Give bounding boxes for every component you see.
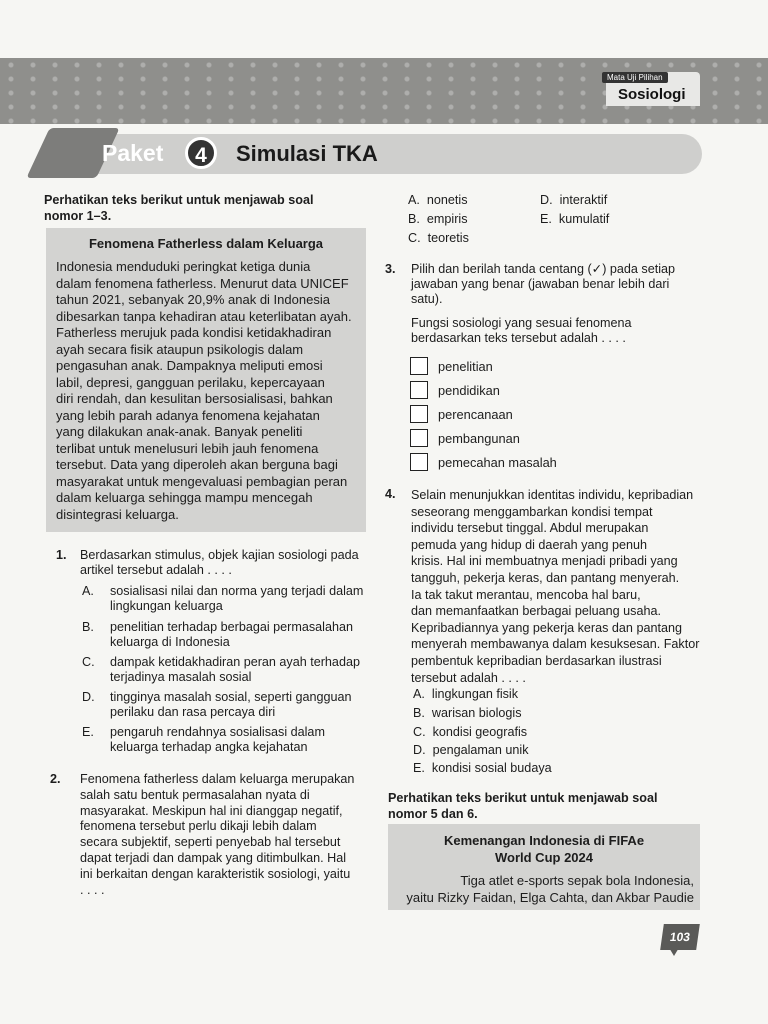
stimulus-line: labil, depresi, gangguan perilaku, kepercayaan <box>56 374 325 390</box>
stimulus-line: dalam fenomena fatherless. Menurut data UNICEF <box>56 275 349 291</box>
opt-line: dampak ketidakhadiran peran ayah terhadap <box>110 655 360 669</box>
q-line: ini berkaitan dengan karakteristik sosiologi, yaitu <box>80 866 351 881</box>
q1-option-c[interactable] <box>82 655 95 670</box>
stimulus-line: Indonesia menduduki peringkat ketiga dunia <box>56 259 311 274</box>
q1-option-b[interactable] <box>82 620 94 635</box>
stimulus-line: disintegrasi keluarga. <box>56 506 179 522</box>
intro-2-line: nomor 5 dan 6. <box>388 806 478 821</box>
q-line: Selain menunjukkan identitas individu, kepribadian <box>411 488 694 502</box>
option-text: interaktif <box>559 193 608 207</box>
q-line: tangguh, pekerja keras, dan pantang menyerah. <box>411 570 680 585</box>
choice-label: pendidikan <box>438 383 500 398</box>
option-letter: E. <box>413 761 425 775</box>
option-text: empiris <box>426 212 468 226</box>
q1-option-b-text <box>110 620 372 650</box>
checkbox[interactable] <box>410 405 428 423</box>
opt-line: perilaku dan rasa percaya diri <box>110 705 276 720</box>
stimulus-2-title-line: Kemenangan Indonesia di FIFAe <box>443 833 645 848</box>
q2-option-b[interactable] <box>408 212 468 227</box>
q2-option-d[interactable] <box>540 193 607 208</box>
q-line: salah satu bentuk permasalahan nyata di <box>80 787 310 802</box>
q4-option-c[interactable] <box>413 725 527 740</box>
option-text: lingkungan fisik <box>431 687 519 701</box>
q-line: jawaban yang benar (jawaban benar lebih dari <box>411 277 670 292</box>
intro-1 <box>44 193 374 224</box>
q-line: Fenomena fatherless dalam keluarga merupakan <box>80 772 355 786</box>
option-text: kumulatif <box>558 212 610 226</box>
option-letter: A. <box>408 193 420 207</box>
q-line: pemuda yang hidup di daerah yang penuh <box>411 537 647 552</box>
q2-option-c[interactable] <box>408 231 469 246</box>
question-4-number: 4. <box>385 487 396 501</box>
option-letter: D. <box>540 193 553 207</box>
option-text: warisan biologis <box>431 706 522 720</box>
paket-label: Paket <box>102 140 164 166</box>
q-line: . . . . <box>80 882 105 897</box>
checkbox[interactable] <box>410 357 428 375</box>
q-line: artikel tersebut adalah . . . . <box>80 563 232 578</box>
option-letter: A. <box>82 584 94 598</box>
option-letter: E. <box>82 725 94 739</box>
checkbox[interactable] <box>410 453 428 471</box>
q-line: berdasarkan teks tersebut adalah . . . . <box>411 331 626 346</box>
option-letter: D. <box>413 743 426 757</box>
stimulus-line: tersebut. Data yang diperoleh akan berguna bagi <box>56 457 338 472</box>
paket-title: Simulasi TKA <box>236 141 378 166</box>
q1-option-e-text <box>110 725 372 755</box>
question-3-instruction <box>411 262 703 308</box>
q-line: masyarakat. Meskipun hal ini dianggap negatif, <box>80 803 343 818</box>
q2-option-e[interactable] <box>540 212 609 227</box>
q-line: Kepribadiannya yang pekerja keras dan pantang <box>411 620 682 635</box>
stimulus-2-title <box>388 832 700 866</box>
intro-2-line: Perhatikan teks berikut untuk menjawab soal <box>388 791 658 805</box>
option-text: kondisi geografis <box>432 725 528 739</box>
option-text: pengalaman unik <box>432 743 529 757</box>
option-letter: C. <box>82 655 95 669</box>
question-2-stem <box>80 772 372 898</box>
q-line: Ia tak takut merantau, mencoba hal baru, <box>411 587 641 602</box>
choice-label: perencanaan <box>438 407 513 422</box>
q1-option-c-text <box>110 655 372 685</box>
option-letter: C. <box>413 725 426 739</box>
option-text: nonetis <box>426 193 468 207</box>
q-line: menyerah membawanya dalam kesuksesan. Faktor <box>411 637 700 652</box>
opt-line: sosialisasi nilai dan norma yang terjadi dalam <box>110 584 364 598</box>
q1-option-e[interactable] <box>82 725 94 740</box>
q1-option-a-text <box>110 584 372 614</box>
stimulus-line: tahun 2021, sebanyak 20,9% anak di Indonesia <box>56 292 330 307</box>
option-letter: B. <box>413 706 425 720</box>
checkbox[interactable] <box>410 381 428 399</box>
q-line: Fungsi sosiologi yang sesuai fenomena <box>411 316 632 330</box>
question-2-number: 2. <box>50 772 61 786</box>
question-1-stem <box>80 548 370 578</box>
q1-option-a[interactable] <box>82 584 94 599</box>
q-line: dapat terjadi dan dampak yang ditimbulkan. Hal <box>80 850 347 865</box>
q-line: seseorang menggambarkan kondisi tempat <box>411 504 653 519</box>
intro-2 <box>388 791 708 822</box>
stimulus-line: dalam keluarga sehingga mampu mencegah <box>56 490 313 505</box>
opt-line: keluarga terhadap angka kejahatan <box>110 740 308 755</box>
page-number-tail <box>668 946 680 956</box>
q4-option-b[interactable] <box>413 706 522 721</box>
opt-line: lingkungan keluarga <box>110 599 223 614</box>
page-number-text: 103 <box>669 930 691 944</box>
option-text: teoretis <box>427 231 469 245</box>
q1-option-d-text <box>110 690 372 720</box>
q1-option-d[interactable] <box>82 690 95 705</box>
choice-label: pembangunan <box>438 431 520 446</box>
subject-title: Sosiologi <box>618 86 686 103</box>
stimulus-line: pengasuhan anak. Dampaknya meliputi emosi <box>56 358 323 373</box>
opt-line: keluarga di Indonesia <box>110 635 230 650</box>
q-line: pembentuk kepribadian berdasarkan ilustrasi <box>411 653 662 668</box>
question-1-number <box>56 548 67 563</box>
q4-option-d[interactable] <box>413 743 529 758</box>
opt-line: terjadinya masalah sosial <box>110 670 252 685</box>
option-letter: D. <box>82 690 95 704</box>
choice-label: pemecahan masalah <box>438 455 557 470</box>
q-line: dan memanfaatkan berbagai peluang usaha. <box>411 604 661 619</box>
stimulus-1-text <box>56 259 358 523</box>
q-line: fenomena tersebut perlu dikaji lebih dalam <box>80 819 317 834</box>
page-number <box>660 924 700 950</box>
stimulus-line: yang dilakukan anak-anak. Banyak peneliti <box>56 424 303 439</box>
mata-uji-label: Mata Uji Pilihan <box>602 72 668 83</box>
stimulus-line: yang lebih parah adanya fenomena kejahatan <box>56 407 320 423</box>
opt-line: pengaruh rendahnya sosialisasi dalam <box>110 725 325 739</box>
stimulus-line: Fatherless merujuk pada kondisi ketidakhadiran <box>56 325 332 340</box>
paket-number-badge: 4 <box>185 137 217 169</box>
option-letter: B. <box>408 212 420 226</box>
q-line: tersebut adalah . . . . <box>411 670 526 685</box>
stimulus-line: yaitu Rizky Faidan, Elga Cahta, dan Akbar Paudie <box>406 889 694 905</box>
opt-line: tingginya masalah sosial, seperti gangguan <box>110 690 352 704</box>
stimulus-2-title-line: World Cup 2024 <box>494 850 593 865</box>
stimulus-2-text <box>392 873 694 906</box>
option-letter: B. <box>82 620 94 634</box>
stimulus-line: diri rendah, dan kesulitan bersosialisasi, bahkan <box>56 391 333 406</box>
stimulus-line: dibesarkan tanpa kehadiran atau keterlibatan ayah. <box>56 308 352 324</box>
question-4-stem <box>411 487 703 686</box>
stimulus-line: Tiga atlet e-sports sepak bola Indonesia, <box>460 873 694 888</box>
checkbox[interactable] <box>410 429 428 447</box>
option-letter: C. <box>408 231 421 245</box>
question-3-stem <box>411 316 703 346</box>
stimulus-line: terlibat untuk menelusuri lebih jauh fenomena <box>56 440 319 456</box>
q4-option-a[interactable] <box>413 687 518 702</box>
option-letter: A. <box>413 687 425 701</box>
q2-option-a[interactable] <box>408 193 468 208</box>
q-line: krisis. Hal ini membuatnya menjadi pribadi yang <box>411 554 678 569</box>
option-text: kondisi sosial budaya <box>431 761 552 775</box>
q-line: secara subjektif, seperti penyebab hal tersebut <box>80 835 341 850</box>
stimulus-1-title: Fenomena Fatherless dalam Keluarga <box>88 236 324 251</box>
q-line: Berdasarkan stimulus, objek kajian sosiologi pada <box>80 548 359 562</box>
stimulus-line: masyarakat untuk mengevaluasi pembagian peran <box>56 473 348 489</box>
intro-1-line: Perhatikan teks berikut untuk menjawab soal <box>44 193 314 207</box>
option-letter: E. <box>540 212 552 226</box>
q-line: Pilih dan berilah tanda centang (✓) pada setiap <box>411 262 676 276</box>
intro-1-line: nomor 1–3. <box>44 208 112 223</box>
q-line: satu). <box>411 292 443 307</box>
stimulus-line: ayah secara fisik ataupun psikologis dalam <box>56 341 304 357</box>
opt-line: penelitian terhadap berbagai permasalahan <box>110 620 353 634</box>
q4-option-e[interactable] <box>413 761 552 776</box>
question-3-number: 3. <box>385 262 396 276</box>
choice-label: penelitian <box>438 359 493 374</box>
q-number: 1. <box>56 548 67 562</box>
q-line: individu tersebut tinggal. Abdul merupakan <box>411 521 649 536</box>
